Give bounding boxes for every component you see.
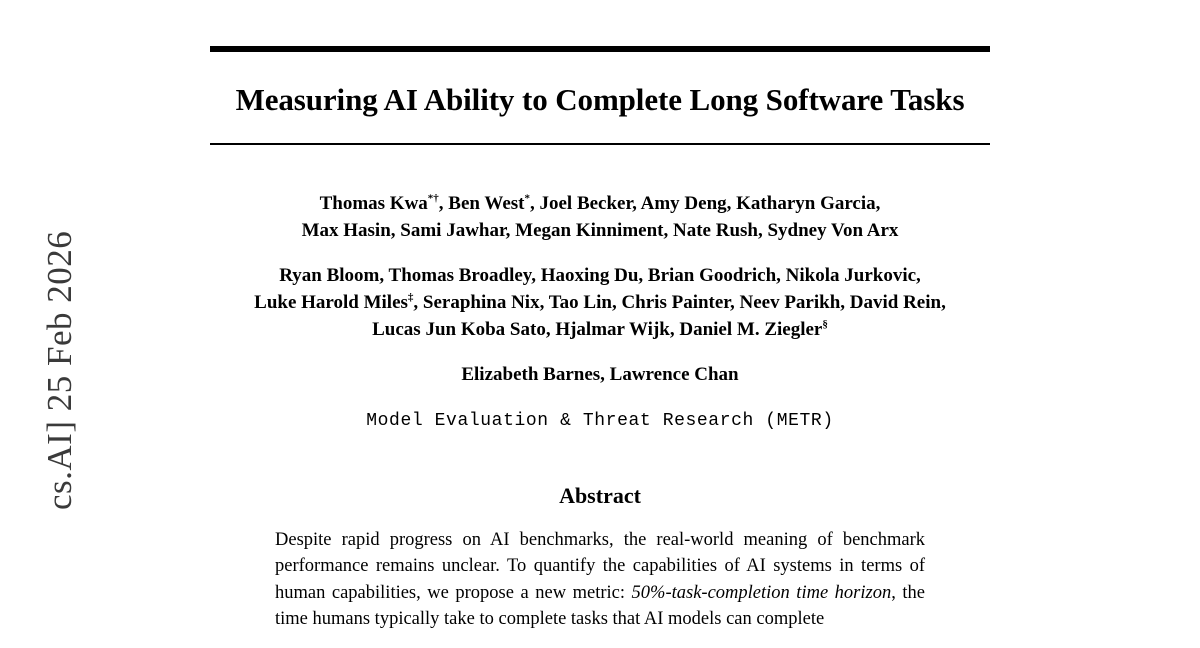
arxiv-stamp-text: cs.AI] 25 Feb 2026 <box>40 230 79 510</box>
author-block <box>210 362 990 389</box>
paper-column <box>210 0 990 633</box>
author-line <box>210 290 990 317</box>
abstract-part: Despite rapid progress on AI benchmarks, the real-world meaning of benchmark performance remains unclear. To quantify the capabilities of AI systems in terms of human capabilities, we propose a new metric: <box>275 529 925 603</box>
author-line-text: Max Hasin, Sami Jawhar, Megan Kinniment, Nate Rush, Sydney Von Arx <box>301 220 899 242</box>
author-line <box>210 263 990 290</box>
author-list <box>210 191 990 389</box>
author-line <box>210 317 990 344</box>
title-rule-bottom <box>210 143 990 145</box>
page-title: Measuring AI Ability to Complete Long Software Tasks <box>235 82 965 117</box>
paper-page <box>120 0 1200 648</box>
affiliation: Model Evaluation & Threat Research (METR) <box>366 410 834 431</box>
author-line <box>210 191 990 218</box>
author-line-text: Thomas Kwa*†, Ben West*, Joel Becker, Amy Deng, Katharyn Garcia, <box>319 192 881 215</box>
title-rule-top <box>210 46 990 52</box>
author-line-text: Ryan Bloom, Thomas Broadley, Haoxing Du, Brian Goodrich, Nikola Jurkovic, <box>279 264 921 286</box>
author-line-text: Lucas Jun Koba Sato, Hjalmar Wijk, Daniel M. Ziegler§ <box>372 318 828 340</box>
abstract-part: , the time humans typically take to complete tasks that AI models can complete <box>275 582 925 630</box>
author-block <box>210 191 990 245</box>
author-line <box>210 362 990 389</box>
author-line-text: Elizabeth Barnes, Lawrence Chan <box>461 363 739 385</box>
arxiv-stamp <box>0 0 120 648</box>
abstract-body <box>275 527 925 633</box>
author-block <box>210 263 990 344</box>
author-line-text: Luke Harold Miles‡, Seraphina Nix, Tao Lin, Chris Painter, Neev Parikh, David Rein, <box>254 291 946 313</box>
abstract-part-italic: 50%-task-completion time horizon <box>631 582 892 603</box>
author-line <box>210 218 990 245</box>
abstract-heading: Abstract <box>559 482 641 508</box>
